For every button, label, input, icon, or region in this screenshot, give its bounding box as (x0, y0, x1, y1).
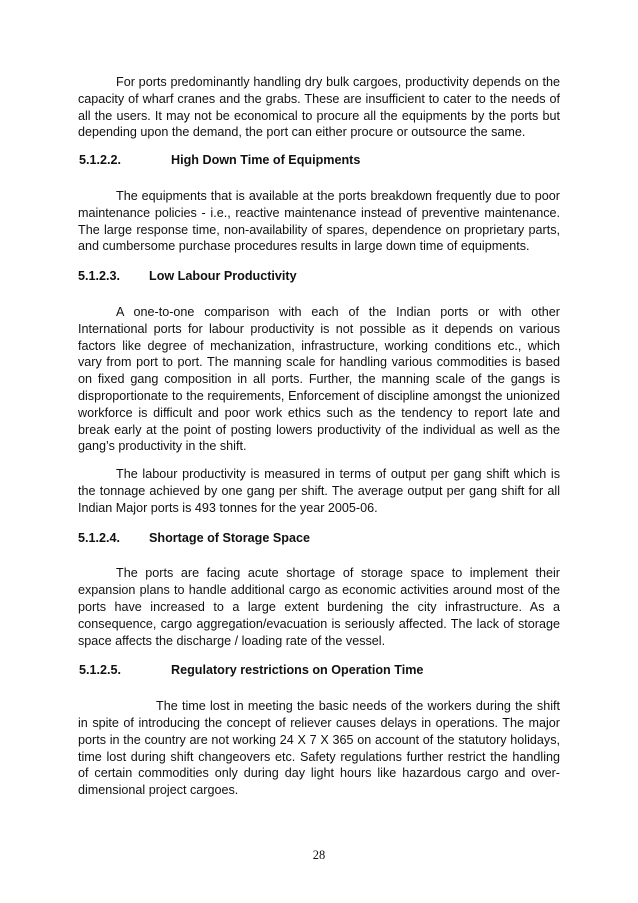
section-heading-5-1-2-3 (78, 268, 560, 285)
section-title: Shortage of Storage Space (149, 530, 310, 545)
section-number: 5.1.2.3. (78, 269, 121, 284)
section-number: 5.1.2.2. (79, 153, 122, 168)
section-title: Low Labour Productivity (149, 269, 297, 284)
paragraph-labour-comparison: A one-to-one comparison with each of the Indian ports or with other International ports for labour productivity is not possible as it depends on various factors like degree of mechanization, infrastructure, working conditions etc., which vary from port to port. The manning scale for handling various commodities is based on fixed gang composition in all ports. Further, the manning scale of the gangs is disproportionate to the requirements, Enforcement of discipline amongst the unionized workforce is difficult and poor work ethics such as the tendency to report late and break early at the point of posting lowers productivity of the individual as well as the gang’s productivity in the shift. (78, 304, 560, 454)
paragraph-labour-measurement: The labour productivity is measured in terms of output per gang shift which is the tonnage achieved by one gang per shift. The average output per gang shift for all Indian Major ports is 493 tonnes for the year 2005-06. (78, 467, 560, 515)
page-number: 28 (312, 848, 326, 862)
document-page (78, 74, 560, 799)
section-number: 5.1.2.4. (78, 530, 121, 545)
section-heading-5-1-2-4 (78, 530, 560, 547)
paragraph-down-time: The equipments that is available at the ports breakdown frequently due to poor maintenance policies - i.e., reactive maintenance instead of preventive maintenance. The large response time, non-availability of spares, dependence on proprietary parts, and cumbersome purchase procedures results in large down time of equipments. (78, 188, 560, 254)
paragraph-storage-space: The ports are facing acute shortage of storage space to implement their expansion plans to handle additional cargo as economic activities around most of the ports have increased to a large extent burdening the city infrastructure. As a consequence, cargo aggregation/evacuation is seriously affected. The lack of storage space affects the discharge / loading rate of the vessel. (78, 566, 560, 648)
section-title: Regulatory restrictions on Operation Time (171, 663, 424, 678)
paragraph-dry-bulk: For ports predominantly handling dry bulk cargoes, productivity depends on the capacity of wharf cranes and the grabs. These are insufficient to cater to the needs of all the users. It may not be economical to procure all the equipments by the ports but depending upon the demand, the port can either procure or outsource the same. (78, 75, 560, 140)
section-heading-5-1-2-5 (78, 662, 560, 679)
section-title: High Down Time of Equipments (171, 153, 361, 168)
paragraph-operation-time: The time lost in meeting the basic needs of the workers during the shift in spite of introducing the concept of reliever causes delays in operations. The major ports in the country are not working 24 X 7 X 365 on account of the statutory holidays, time lost during shift changeovers etc. Safety regulations further restrict the handling of certain commodities only during day light hours like hazardous cargo and over-dimensional project cargoes. (78, 699, 560, 798)
section-number: 5.1.2.5. (79, 663, 122, 678)
section-heading-5-1-2-2 (78, 152, 560, 169)
